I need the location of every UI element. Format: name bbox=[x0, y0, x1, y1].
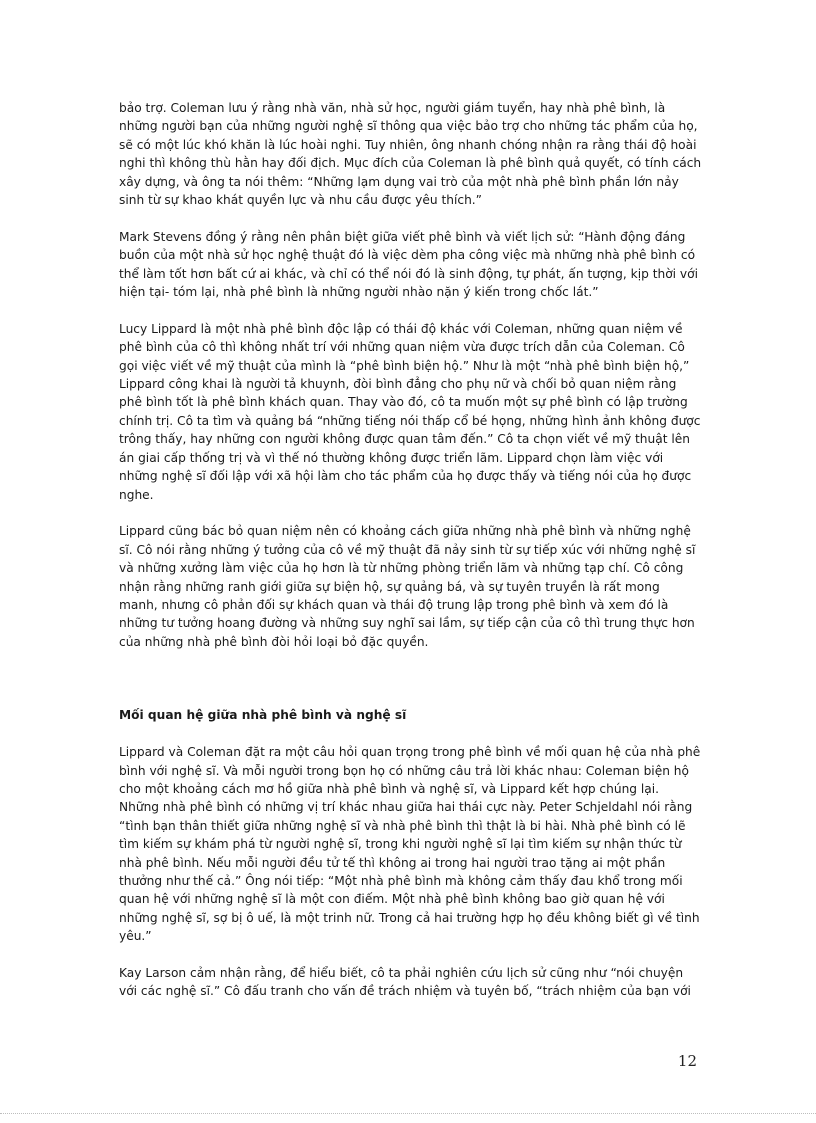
paragraph: Mark Stevens đồng ý rằng nên phân biệt giữa viết phê bình và viết lịch sử: “Hành động đáng buồn của một nhà sử học nghệ thuật đó là việc dèm pha công việc mà những nhà phê bình có thể làm tốt hơn bất cứ ai khác, và chỉ có thể nói đó là sinh động, tự phát, ấn tượng, kịp thời với hiện tại- tóm lại, nhà phê bình là những người nhào nặn ý kiến trong chốc lát.” bbox=[119, 229, 698, 300]
section-heading: Mối quan hệ giữa nhà phê bình và nghệ sĩ bbox=[119, 708, 407, 723]
paragraph: Lippard cũng bác bỏ quan niệm nên có khoảng cách giữa những nhà phê bình và những nghệ sĩ. Cô nói rằng những ý tưởng của cô về mỹ thuật đã nảy sinh từ sự tiếp xúc với những nghệ sĩ và những xưởng làm việc của họ hơn là từ những phòng triển lãm và những tạp chí. Cô công nhận rằng những ranh giới giữa sự biện hộ, sự quảng bá, và sự tuyên truyền là rất mong manh, nhưng cô phản đối sự khách quan và thái độ trung lập trong phê bình và xem đó là những tư tưởng hoang đường và những suy nghĩ sai lầm, sự tiếp cận của cô thì trung thực hơn của những nhà phê bình đòi hỏi loại bỏ đặc quyền. bbox=[119, 524, 696, 649]
paragraph: Lucy Lippard là một nhà phê bình độc lập có thái độ khác với Coleman, những quan niệm về phê bình của cô thì không nhất trí với những quan niệm vừa được trích dẫn của Coleman. Cô gọi việc viết về mỹ thuật của mình là “phê bình biện hộ.” Như là một “nhà phê bình biện hộ,” Lippard công khai là người tả khuynh, đòi bình đẳng cho phụ nữ và chối bỏ quan niệm rằng phê bình tốt là phê bình khách quan. Thay vào đó, cô ta muốn một sự phê bình có lập trường chính trị. Cô ta tìm và quảng bá “những tiếng nói thấp cổ bé họng, những hình ảnh không được trông thấy, hay những con người không được quan tâm đến.” Cô ta chọn viết về mỹ thuật lên án giai cấp thống trị và vì thế nó thường không được triển lãm. Lippard chọn làm việc với những nghệ sĩ đối lập với xã hội làm cho tác phẩm của họ được thấy và tiếng nói của họ được nghe. bbox=[119, 321, 701, 502]
page-number: 12 bbox=[677, 1052, 697, 1070]
page-body bbox=[119, 99, 702, 1019]
paragraph: Kay Larson cảm nhận rằng, để hiểu biết, cô ta phải nghiên cứu lịch sử cũng như “nói chuyện với các nghệ sĩ.” Cô đấu tranh cho vấn đề trách nhiệm và tuyên bố, “trách nhiệm của bạn với bbox=[119, 965, 691, 999]
paragraph: Lippard và Coleman đặt ra một câu hỏi quan trọng trong phê bình về mối quan hệ của nhà phê bình với nghệ sĩ. Và mỗi người trong bọn họ có những câu trả lời khác nhau: Coleman biện hộ cho một khoảng cách mơ hồ giữa nhà phê bình và nghệ sĩ, và Lippard kết hợp chúng lại. Những nhà phê bình có những vị trí khác nhau giữa hai thái cực này. Peter Schjeldahl nói rằng “tình bạn thân thiết giữa những nghệ sĩ và nhà phê bình thì thật là bi hài. Nhà phê bình có lẽ tìm kiếm sự khám phá từ người nghệ sĩ, trong khi người nghệ sĩ lại tìm kiếm sự nhận thức từ nhà phê bình. Nếu mỗi người đều tử tế thì không ai trong hai người trao tặng ai một phần thưởng như thế cả.” Ông nói tiếp: “Một nhà phê bình mà không cảm thấy đau khổ trong mối quan hệ với những nghệ sĩ là một con điếm. Một nhà phê bình không bao giờ quan hệ với những nghệ sĩ, sợ bị ô uế, là một trinh nữ. Trong cả hai trường hợp họ đều không biết gì về tình yêu.” bbox=[119, 745, 701, 944]
paragraph: bảo trợ. Coleman lưu ý rằng nhà văn, nhà sử học, người giám tuyển, hay nhà phê bình, là những người bạn của những người nghệ sĩ thông qua việc bảo trợ cho những tác phẩm của họ, sẽ có một lúc khó khăn là lúc hoài nghi. Tuy nhiên, ông nhanh chóng nhận ra rằng thái độ hoài nghi thì không thù hằn hay đối địch. Mục đích của Coleman là phê bình quả quyết, có tính cách xây dựng, và ông ta nói thêm: “Những lạm dụng vai trò của một nhà phê bình phần lớn nảy sinh từ sự khao khát quyền lực và nhu cầu được yêu thích.” bbox=[119, 101, 702, 208]
section-spacer bbox=[119, 670, 702, 707]
page-bottom-divider bbox=[0, 1113, 816, 1114]
